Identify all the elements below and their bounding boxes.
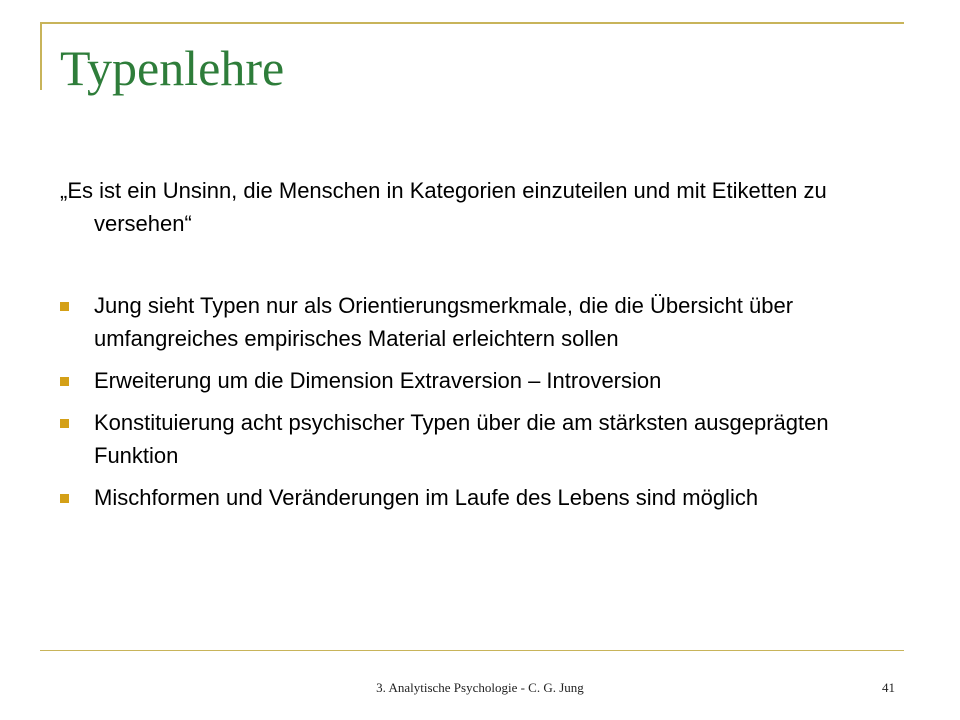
footer-text: 3. Analytische Psychologie - C. G. Jung [376, 680, 584, 695]
bullet-item [60, 289, 860, 355]
frame-left-rule [40, 22, 42, 90]
frame-top-rule [40, 22, 904, 24]
bullet-item [60, 364, 860, 397]
slide-content [60, 174, 860, 523]
bullet-text: Konstituierung acht psychischer Typen über die am stärksten ausgeprägten Funktion [94, 410, 829, 468]
square-bullet-icon [60, 494, 69, 503]
bullet-text: Jung sieht Typen nur als Orientierungsmerkmale, die die Übersicht über umfangreiches empirisches Material erleichtern sollen [94, 293, 794, 351]
bullet-list [60, 289, 860, 514]
page-number: 41 [882, 680, 895, 695]
slide-title: Typenlehre [60, 40, 285, 96]
bullet-text: Mischformen und Veränderungen im Laufe des Lebens sind möglich [94, 485, 759, 510]
bullet-text: Erweiterung um die Dimension Extraversion – Introversion [94, 368, 662, 393]
bullet-item [60, 481, 860, 514]
footer-rule [40, 650, 904, 651]
square-bullet-icon [60, 302, 69, 311]
quote-text: „Es ist ein Unsinn, die Menschen in Kategorien einzuteilen und mit Etiketten zu versehen“ [60, 178, 827, 236]
square-bullet-icon [60, 377, 69, 386]
square-bullet-icon [60, 419, 69, 428]
bullet-item [60, 406, 860, 472]
